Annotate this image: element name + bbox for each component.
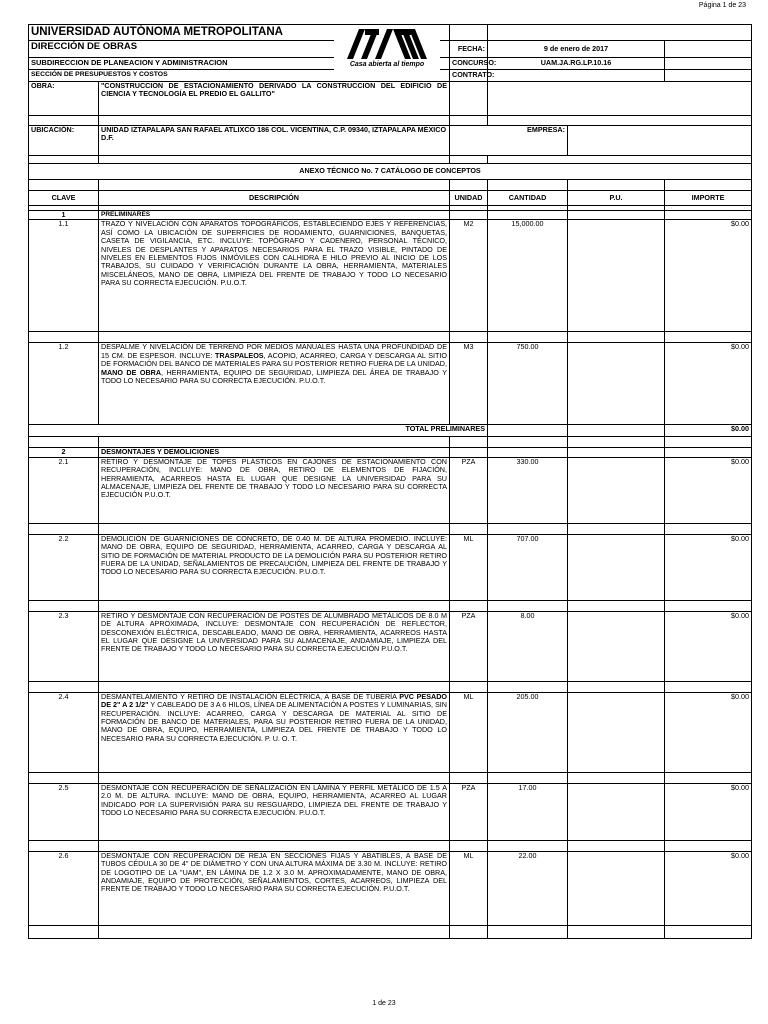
- direction-name: DIRECCIÓN DE OBRAS: [29, 41, 450, 58]
- col-clave: CLAVE: [29, 191, 99, 206]
- section-row: 2 DESMONTAJES Y DEMOLICIONES: [29, 448, 752, 457]
- page-number-top: Página 1 de 23: [698, 2, 746, 9]
- table-row: 2.4 DESMANTELAMIENTO Y RETIRO DE INSTALACIÓN ELÉCTRICA, A BASE DE TUBERÍA PVC PESADO DE 2" A 2 1/2" Y CABLEADO DE 3 A 6 HILOS, LÍNEA DE ALIMENTACIÓN A POSTES Y LUMINARIAS, SIN RECUPERACIÓN. INCLUYE: ACARREO, CARGA Y DESCARGA DE MATERIAL AL SITIO DE FORMACIÓN DE BANCO DE MATERIALES, PARA SU POSTERIOR RETIRO FUERA DE LA UNIDAD, MANO DE OBRA, EQUIPO, HERRAMIENTA, LIMPIEZA DEL FRENTE DE TRABAJO Y TODO LO NECESARIO PARA SU CORRECTA EJECUCIÓN. P. U. O. T. ML 205.00 $0.00: [29, 692, 752, 772]
- col-unidad: UNIDAD: [450, 191, 488, 206]
- table-row: 2.3 RETIRO Y DESMONTAJE CON RECUPERACIÓN DE POSTES DE ALUMBRADO METÁLICOS DE 8.0 M DE ALTURA APROXIMADA, INCLUYE: DESMONTAJE CON RECUPERACIÓN DE REFLECTOR, DESCONEXIÓN ELÉCTRICA, DESCABLEADO, MANO DE OBRA, HERRAMIENTA, ACARREOS HASTA EL LUGAR QUE DESIGNE LA UNIVERSIDAD PARA SU ALMACENAJE, ANDAMIAJE, LIMPIEZA DEL FRENTE DE TRABAJO Y TODO LO NECESARIO PARA SU CORRECTA EJECUCIÓN P.U.O.T. PZA 8.00 $0.00: [29, 611, 752, 681]
- col-importe: IMPORTE: [665, 191, 752, 206]
- concurso-value: UAM.JA.RG.LP.10.16: [488, 58, 665, 70]
- section-name: SECCIÓN DE PRESUPUESTOS Y COSTOS: [29, 70, 450, 82]
- empresa-label: EMPRESA:: [450, 126, 568, 156]
- logo-tagline: Casa abierta al tiempo: [349, 61, 425, 68]
- table-row: 2.2 DEMOLICIÓN DE GUARNICIONES DE CONCRETO, DE 0.40 M. DE ALTURA PROMEDIO. INCLUYE: MANO DE OBRA, EQUIPO DE SEGURIDAD, HERRAMIENTA, ACARREO, CARGA Y DESCARGA AL SITIO DE FORMACIÓN DE MATERIAL PRODUCTO DE LA DEMOLICIÓN PARA SU POSTERIOR RETIRO FUERA DE LA UNIDAD, SEÑALAMIENTOS DE PRECAUCIÓN, LIMPIEZA DEL FRENTE DE TRABAJO Y TODO LO NECESARIO PARA SU CORRECTA EJECUCIÓN. P.U.O.T. ML 707.00 $0.00: [29, 534, 752, 600]
- table-row: 2.1 RETIRO Y DESMONTAJE DE TOPES PLÁSTICOS EN CAJONES DE ESTACIONAMIENTO CON RECUPERACIÓN, INCLUYE: MANO DE OBRA, RETIRO DE ELEMENTOS DE FIJACIÓN, HERRAMIENTA, ACARREOS HASTA EL LUGAR QUE DESIGNE LA UNIVERSIDAD PARA SU ALMACENAJE, LIMPIEZA DEL FRENTE DE TRABAJO Y TODO LO NECESARIO PARA SU CORRECTA EJECUCIÓN P.U.O.T. PZA 330.00 $0.00: [29, 457, 752, 523]
- col-descripcion: DESCRIPCIÓN: [99, 191, 450, 206]
- concurso-label: CONCURSO:: [450, 58, 488, 70]
- catalog-table: [28, 24, 752, 939]
- catalog-sheet: [28, 24, 751, 939]
- obra-value: "CONSTRUCCION DE ESTACIONAMIENTO DERIVADO LA CONSTRUCCION DEL EDIFICIO DE CIENCIA Y TECNOLOGÍA EL PREDIO EL GALLITO": [99, 82, 450, 116]
- university-name: UNIVERSIDAD AUTÓNOMA METROPOLITANA: [29, 25, 450, 41]
- section-row: 1 PRELIMINARES: [29, 211, 752, 220]
- page-number-bottom: 1 de 23: [372, 1000, 396, 1007]
- col-cantidad: CANTIDAD: [488, 191, 568, 206]
- ubicacion-label: UBICACIÓN:: [29, 126, 99, 156]
- fecha-value: 9 de enero de 2017: [488, 41, 665, 58]
- col-pu: P.U.: [568, 191, 665, 206]
- uam-logo: [334, 27, 440, 73]
- ubicacion-value: UNIDAD IZTAPALAPA SAN RAFAEL ATLIXCO 186 COL. VICENTINA, C.P. 09340, IZTAPALAPA MÉXICO D.F.: [99, 126, 450, 156]
- table-row: 1.1 TRAZO Y NIVELACIÓN CON APARATOS TOPOGRÁFICOS, ESTABLECIENDO EJES Y REFERENCIAS, ASÍ COMO LA UBICACIÓN DE SUPERFICIES DE RODAMIENTO, GUARNICIONES, BANQUETAS, CASETA DE VIGILANCIA, ETC. INCLUYE: TOPÓGRAFO Y CADENERO, PERSONAL TÉCNICO, NIVELES DE DESPLANTES Y APARATOS NECESARIOS PARA EL TRAZO VISIBLE, PINTADO DE NIVELES EN ELEMENTOS FIJOS INMÓVILES CON CALHIDRA E HILO PREVIO AL INICIO DE LOS TRABAJOS, SU CUIDADO Y VERIFICACIÓN DURANTE LA OBRA, HERRAMIENTA, MATERIALES MISCELÁNEOS, MANO DE OBRA, LIMPIEZA DEL FRENTE DE TRABAJO Y TODO LO NECESARIO PARA SU CORRECTA EJECUCIÓN. P.U.O.T. M2 15,000.00 $0.00: [29, 220, 752, 332]
- fecha-label: FECHA:: [450, 41, 488, 58]
- uam-logo-icon: [345, 27, 429, 61]
- section-total-row: TOTAL PRELIMINARES $0.00: [29, 425, 752, 437]
- obra-label: OBRA:: [29, 82, 99, 116]
- table-row: 1.2 DESPALME Y NIVELACIÓN DE TERRENO POR MEDIOS MANUALES HASTA UNA PROFUNDIDAD DE 15 CM. DE ESPESOR. INCLUYE: TRASPALEOS, ACOPIO, ACARREO, CARGA Y DESCARGA AL SITIO DE FORMACIÓN DEL BANCO DE MATERIALES PARA SU POSTERIOR RETIRO FUERA DE LA UNIDAD, MANO DE OBRA, HERRAMIENTA, EQUIPO DE SEGURIDAD, LIMPIEZA DEL ÁREA DE TRABAJO Y TODO LO NECESARIO PARA SU CORRECTA EJECUCIÓN. P.U.O.T. M3 750.00 $0.00: [29, 343, 752, 425]
- contrato-label: CONTRATO:: [450, 70, 488, 82]
- table-row: 2.5 DESMONTAJE CON RECUPERACIÓN DE SEÑALIZACIÓN EN LÁMINA Y PERFIL METÁLICO DE 1.5 A 2.0 M. DE ALTURA. INCLUYE: MANO DE OBRA, EQUIPO, HERRAMIENTA, ACARREO AL LUGAR INDICADO POR LA SUPERVISIÓN PARA SU RESGUARDO, LIMPIEZA DEL FRENTE DE TRABAJO Y TODO LO NECESARIO PARA SU CORRECTA EJECUCIÓN. P.U.O.T. PZA 17.00 $0.00: [29, 783, 752, 840]
- table-row: 2.6 DESMONTAJE CON RECUPERACIÓN DE REJA EN SECCIONES FIJAS Y ABATIBLES, A BASE DE TUBOS CÉDULA 30 DE 4" DE DIÁMETRO Y CON UNA ALTURA MÁXIMA DE 3.30 M. INCLUYE: RETIRO DE LOGOTIPO DE LA "UAM", EN LÁMINA DE 1.2 X 3.0 M. APROXIMADAMENTE, MANO DE OBRA, ANDAMIAJE, EQUIPO DE PROTECCIÓN, SEÑALAMIENTOS, CORTES, ACARREOS, LIMPIEZA DEL FRENTE DE TRABAJO Y TODO LO NECESARIO PARA SU CORRECTA EJECUCIÓN. P.U.O.T. ML 22.00 $0.00: [29, 851, 752, 925]
- anexo-title: ANEXO TÉCNICO No. 7 CATÁLOGO DE CONCEPTOS: [29, 164, 752, 180]
- subdirection-name: SUBDIRECCION DE PLANEACION Y ADMINISTRACION: [29, 58, 450, 70]
